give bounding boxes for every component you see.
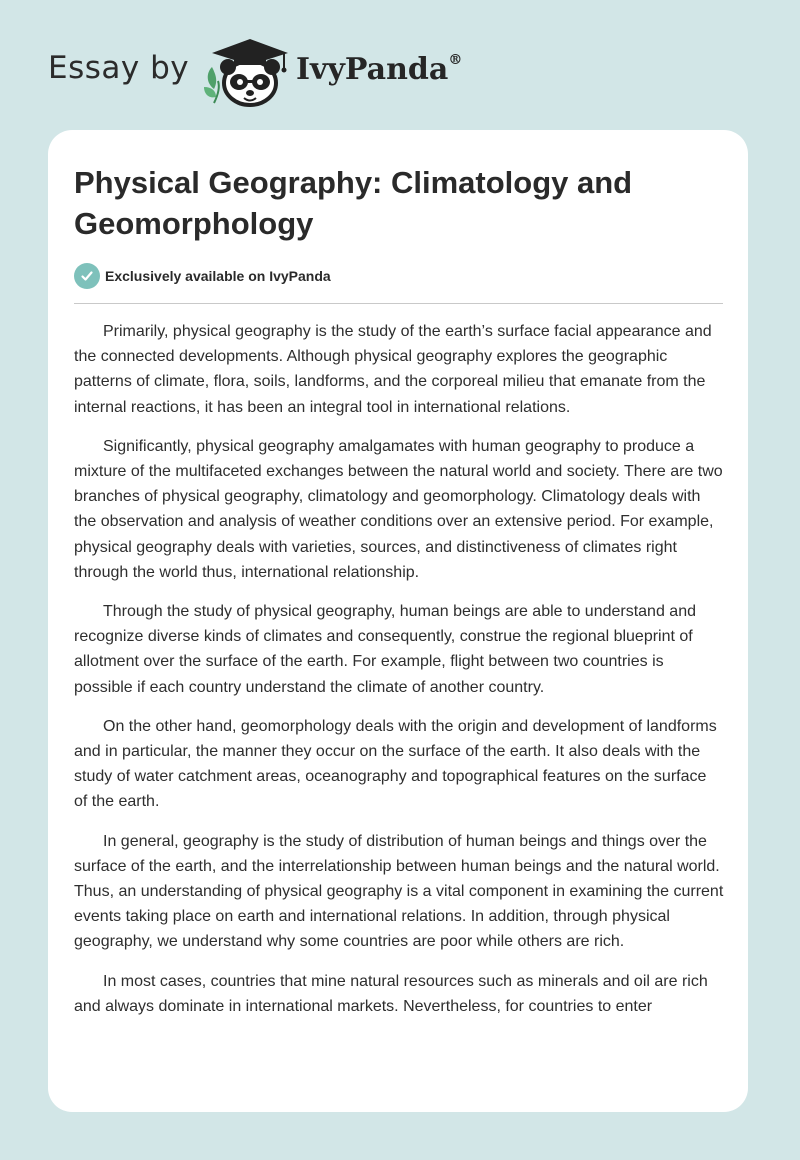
page-title: Physical Geography: Climatology and Geomorphology [74,165,633,241]
exclusive-badge [74,263,331,289]
panda-logo-icon[interactable] [200,37,292,109]
paragraph: Through the study of physical geography, human beings are able to understand and recognize diverse kinds of climates and consequently, construe the regional blueprint of allotment over the surface of the earth. For example, flight between two countries is possible if each country understand the climate of another country. [74,603,696,696]
paragraph: Significantly, physical geography amalgamates with human geography to produce a mixture of the multifaceted exchanges between the natural world and society. There are two branches of physical geography, climatology and geomorphology. Climatology deals with the observation and analysis of weather conditions over an extensive period. For example, physical geography deals with varieties, sources, and distinctiveness of climates right through the world thus, international relationship. [74,437,723,581]
paragraph: Primarily, physical geography is the study of the earth’s surface facial appearance and the connected developments. Although physical geography explores the geographic patterns of climate, flora, soils, landforms, and the corporeal milieu that emanate from the internal reactions, it has been an integral tool in international relations. [74,323,712,416]
essay-by-label: Essay by [48,50,190,86]
essay-body [74,319,724,1033]
brand-text: IvyPanda [296,52,449,87]
brand-name[interactable] [296,52,462,87]
divider [74,303,723,304]
exclusive-badge-label: Exclusively available on IvyPanda [105,268,331,284]
site-header [0,0,800,130]
paragraph: In general, geography is the study of distribution of human beings and things over the surface of the earth, and the interrelationship between human beings and the natural world. Thus, an understanding of physical geography is a vital component in examining the current events taking place on earth and international relations. In addition, through physical geography, we understand why some countries are poor while others are rich. [74,832,724,951]
paragraph: In most cases, countries that mine natural resources such as minerals and oil are rich and always dominate in international markets. Nevertheless, for countries to enter [74,972,708,1015]
essay-card [48,130,748,1112]
paragraph: On the other hand, geomorphology deals with the origin and development of landforms and in particular, the manner they occur on the surface of the earth. It also deals with the study of water catchment areas, oceanography and topographical features on the surface of the earth. [74,717,717,811]
check-circle-icon [74,263,100,289]
registered-mark: ® [448,52,463,68]
